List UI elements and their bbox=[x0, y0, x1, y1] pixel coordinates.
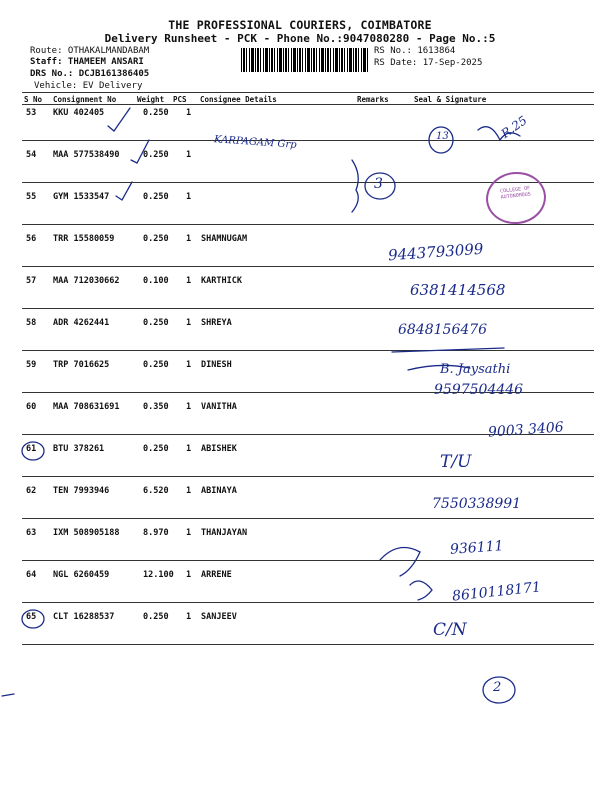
route-label: Route: OTHAKALMANDABAM bbox=[30, 46, 150, 56]
cell-sno: 56 bbox=[26, 234, 37, 244]
tick-mark bbox=[108, 108, 130, 131]
cell-pcs: 1 bbox=[186, 318, 192, 328]
phone-62: 7550338991 bbox=[432, 496, 522, 512]
cell-consignment: IXM 508905188 bbox=[53, 528, 120, 538]
cell-sno: 64 bbox=[26, 570, 37, 580]
phone-56: 9443793099 bbox=[387, 239, 484, 265]
drs-number: DRS No.: DCJB161386405 bbox=[30, 69, 150, 79]
cell-sno: 54 bbox=[26, 150, 37, 160]
cell-sno: 57 bbox=[26, 276, 37, 286]
cell-pcs: 1 bbox=[186, 570, 192, 580]
cell-pcs: 1 bbox=[186, 108, 192, 118]
cell-consignee: VANITHA bbox=[201, 402, 237, 412]
name-59: B. Jaysathi bbox=[440, 362, 511, 377]
cell-pcs: 1 bbox=[186, 234, 192, 244]
cell-weight: 0.250 bbox=[143, 360, 169, 370]
karpagam-note: KARPAGAM Grp bbox=[213, 134, 297, 151]
cell-sno: 58 bbox=[26, 318, 37, 328]
cell-pcs: 1 bbox=[186, 612, 192, 622]
cell-pcs: 1 bbox=[186, 192, 192, 202]
cell-pcs: 1 bbox=[186, 276, 192, 286]
signature-stroke bbox=[380, 548, 420, 577]
col-weight: Weight bbox=[137, 95, 165, 104]
cell-consignment: TRR 15580059 bbox=[53, 234, 115, 244]
circle-mark bbox=[22, 442, 44, 460]
cell-consignee: DINESH bbox=[201, 360, 232, 370]
cell-sno: 55 bbox=[26, 192, 37, 202]
cell-consignment: MAA 712030662 bbox=[53, 276, 120, 286]
cell-consignee: ARRENE bbox=[201, 570, 232, 580]
cell-consignment: MAA 577538490 bbox=[53, 150, 120, 160]
cell-consignment: GYM 1533547 bbox=[53, 192, 110, 202]
mark-65: C/N bbox=[433, 620, 467, 640]
phone-58: 6848156476 bbox=[398, 322, 488, 338]
cell-consignee: ABISHEK bbox=[201, 444, 237, 454]
underline-mark bbox=[392, 348, 504, 352]
signature-stroke bbox=[410, 581, 432, 600]
cell-pcs: 1 bbox=[186, 528, 192, 538]
cell-sno: 53 bbox=[26, 108, 37, 118]
cell-weight: 0.350 bbox=[143, 402, 169, 412]
cell-sno: 60 bbox=[26, 402, 37, 412]
brace-mark bbox=[352, 160, 358, 212]
cell-pcs: 1 bbox=[186, 402, 192, 412]
phone-64: 8610118171 bbox=[451, 579, 542, 605]
cell-weight: 0.250 bbox=[143, 318, 169, 328]
rs-number: RS No.: 1613864 bbox=[374, 46, 456, 56]
group-count: 3 bbox=[374, 176, 383, 192]
cell-consignee: THANJAYAN bbox=[201, 528, 248, 538]
tick-mark bbox=[131, 140, 149, 163]
runsheet-subtitle: Delivery Runsheet - PCK - Phone No.:9047080280 - Page No.:5 bbox=[104, 32, 496, 45]
cell-consignment: ADR 4262441 bbox=[53, 318, 110, 328]
cell-consignment: TRP 7016625 bbox=[53, 360, 110, 370]
cell-sno: 59 bbox=[26, 360, 37, 370]
cell-consignee: SANJEEV bbox=[201, 612, 237, 622]
circle-mark bbox=[22, 610, 44, 628]
cell-consignee: KARTHICK bbox=[201, 276, 242, 286]
phone-63: 936111 bbox=[449, 538, 504, 558]
cell-consignment: MAA 708631691 bbox=[53, 402, 120, 412]
cell-consignee: ABINAYA bbox=[201, 486, 237, 496]
cell-consignee: SHREYA bbox=[201, 318, 232, 328]
cell-sno: 61 bbox=[26, 444, 37, 454]
cell-consignee: SHAMNUGAM bbox=[201, 234, 248, 244]
cell-consignment: CLT 16288537 bbox=[53, 612, 115, 622]
cell-consignment: TEN 7993946 bbox=[53, 486, 110, 496]
cell-pcs: 1 bbox=[186, 444, 192, 454]
company-name: THE PROFESSIONAL COURIERS, COIMBATORE bbox=[168, 18, 432, 32]
cell-sno: 63 bbox=[26, 528, 37, 538]
cell-weight: 0.250 bbox=[143, 192, 169, 202]
col-seal: Seal & Signature bbox=[414, 95, 487, 104]
cell-sno: 65 bbox=[26, 612, 37, 622]
cell-pcs: 1 bbox=[186, 150, 192, 160]
cell-weight: 0.250 bbox=[143, 150, 169, 160]
phone-59: 9597504446 bbox=[434, 382, 524, 398]
mark-61: T/U bbox=[440, 452, 472, 472]
col-consignee: Consignee Details bbox=[200, 95, 277, 104]
col-pcs: PCS bbox=[173, 95, 187, 104]
rs-date: RS Date: 17-Sep-2025 bbox=[374, 58, 483, 68]
cell-consignment: BTU 378261 bbox=[53, 444, 105, 454]
col-remarks: Remarks bbox=[357, 95, 389, 104]
phone-60: 9003 3406 bbox=[487, 419, 565, 441]
col-sno: S No bbox=[24, 95, 43, 104]
cell-weight: 0.250 bbox=[143, 108, 169, 118]
cell-pcs: 1 bbox=[186, 486, 192, 496]
vehicle-label: Vehicle: EV Delivery bbox=[34, 81, 143, 91]
top-signature: R.25 bbox=[498, 113, 530, 141]
college-stamp: COLLEGE OF AUTONOMOUS bbox=[483, 169, 548, 227]
cell-weight: 12.100 bbox=[143, 570, 174, 580]
circled-number: 13 bbox=[436, 131, 449, 142]
phone-57: 6381414568 bbox=[410, 281, 506, 299]
cell-weight: 0.250 bbox=[143, 234, 169, 244]
tick-mark bbox=[116, 182, 132, 200]
cell-consignment: KKU 402405 bbox=[53, 108, 105, 118]
page-circle-number: 2 bbox=[493, 680, 502, 695]
col-consignment: Consignment No bbox=[53, 95, 117, 104]
cell-weight: 0.250 bbox=[143, 612, 169, 622]
cell-sno: 62 bbox=[26, 486, 37, 496]
cell-weight: 0.100 bbox=[143, 276, 169, 286]
staff-label: Staff: THAMEEM ANSARI bbox=[30, 57, 144, 67]
margin-mark bbox=[2, 694, 14, 696]
cell-pcs: 1 bbox=[186, 360, 192, 370]
cell-weight: 8.970 bbox=[143, 528, 169, 538]
cell-weight: 0.250 bbox=[143, 444, 169, 454]
cell-consignment: NGL 6260459 bbox=[53, 570, 110, 580]
cell-weight: 6.520 bbox=[143, 486, 169, 496]
